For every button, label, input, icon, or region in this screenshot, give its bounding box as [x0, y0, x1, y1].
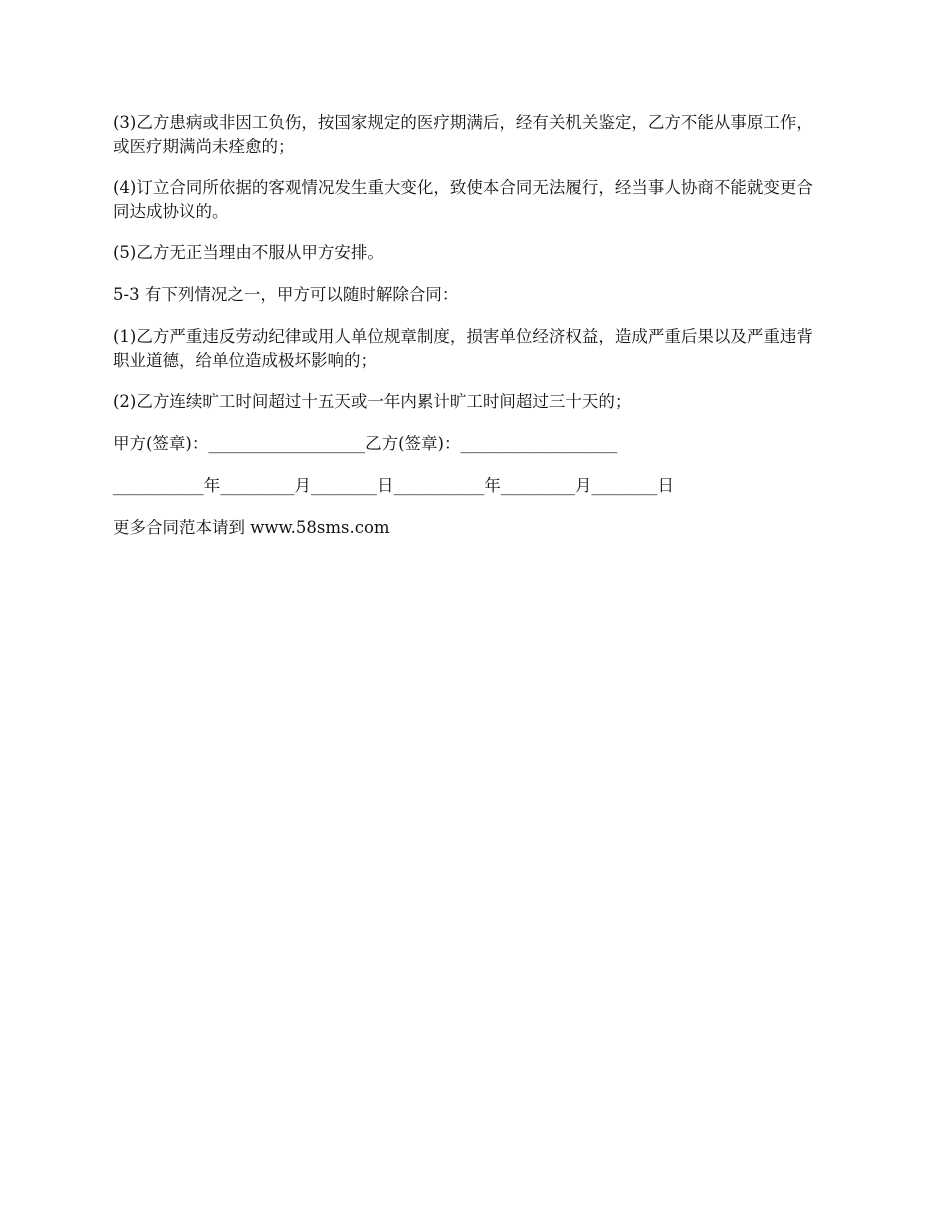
date-line: ___________年_________月________日___________年_________月________日 [113, 476, 674, 495]
document-page [113, 111, 828, 558]
signature-line: 甲方(签章)：___________________乙方(签章)：___________________ [113, 434, 618, 453]
clause-5-3-1-paragraph: (1)乙方严重违反劳动纪律或用人单位规章制度，损害单位经济权益，造成严重后果以及严重违背职业道德，给单位造成极坏影响的； [113, 327, 813, 370]
clause-5-3-2-paragraph: (2)乙方连续旷工时间超过十五天或一年内累计旷工时间超过三十天的； [113, 392, 632, 411]
clause-3-paragraph: (3)乙方患病或非因工负伤，按国家规定的医疗期满后，经有关机关鉴定，乙方不能从事原工作，或医疗期满尚未痊愈的； [113, 113, 813, 156]
clause-4-paragraph: (4)订立合同所依据的客观情况发生重大变化，致使本合同无法履行，经当事人协商不能就变更合同达成协议的。 [113, 178, 813, 221]
clause-5-paragraph: (5)乙方无正当理由不服从甲方安排。 [113, 243, 384, 262]
footer-link-text: 更多合同范本请到 www.58sms.com [113, 518, 390, 537]
section-5-3-heading: 5-3 有下列情况之一，甲方可以随时解除合同： [113, 285, 459, 304]
